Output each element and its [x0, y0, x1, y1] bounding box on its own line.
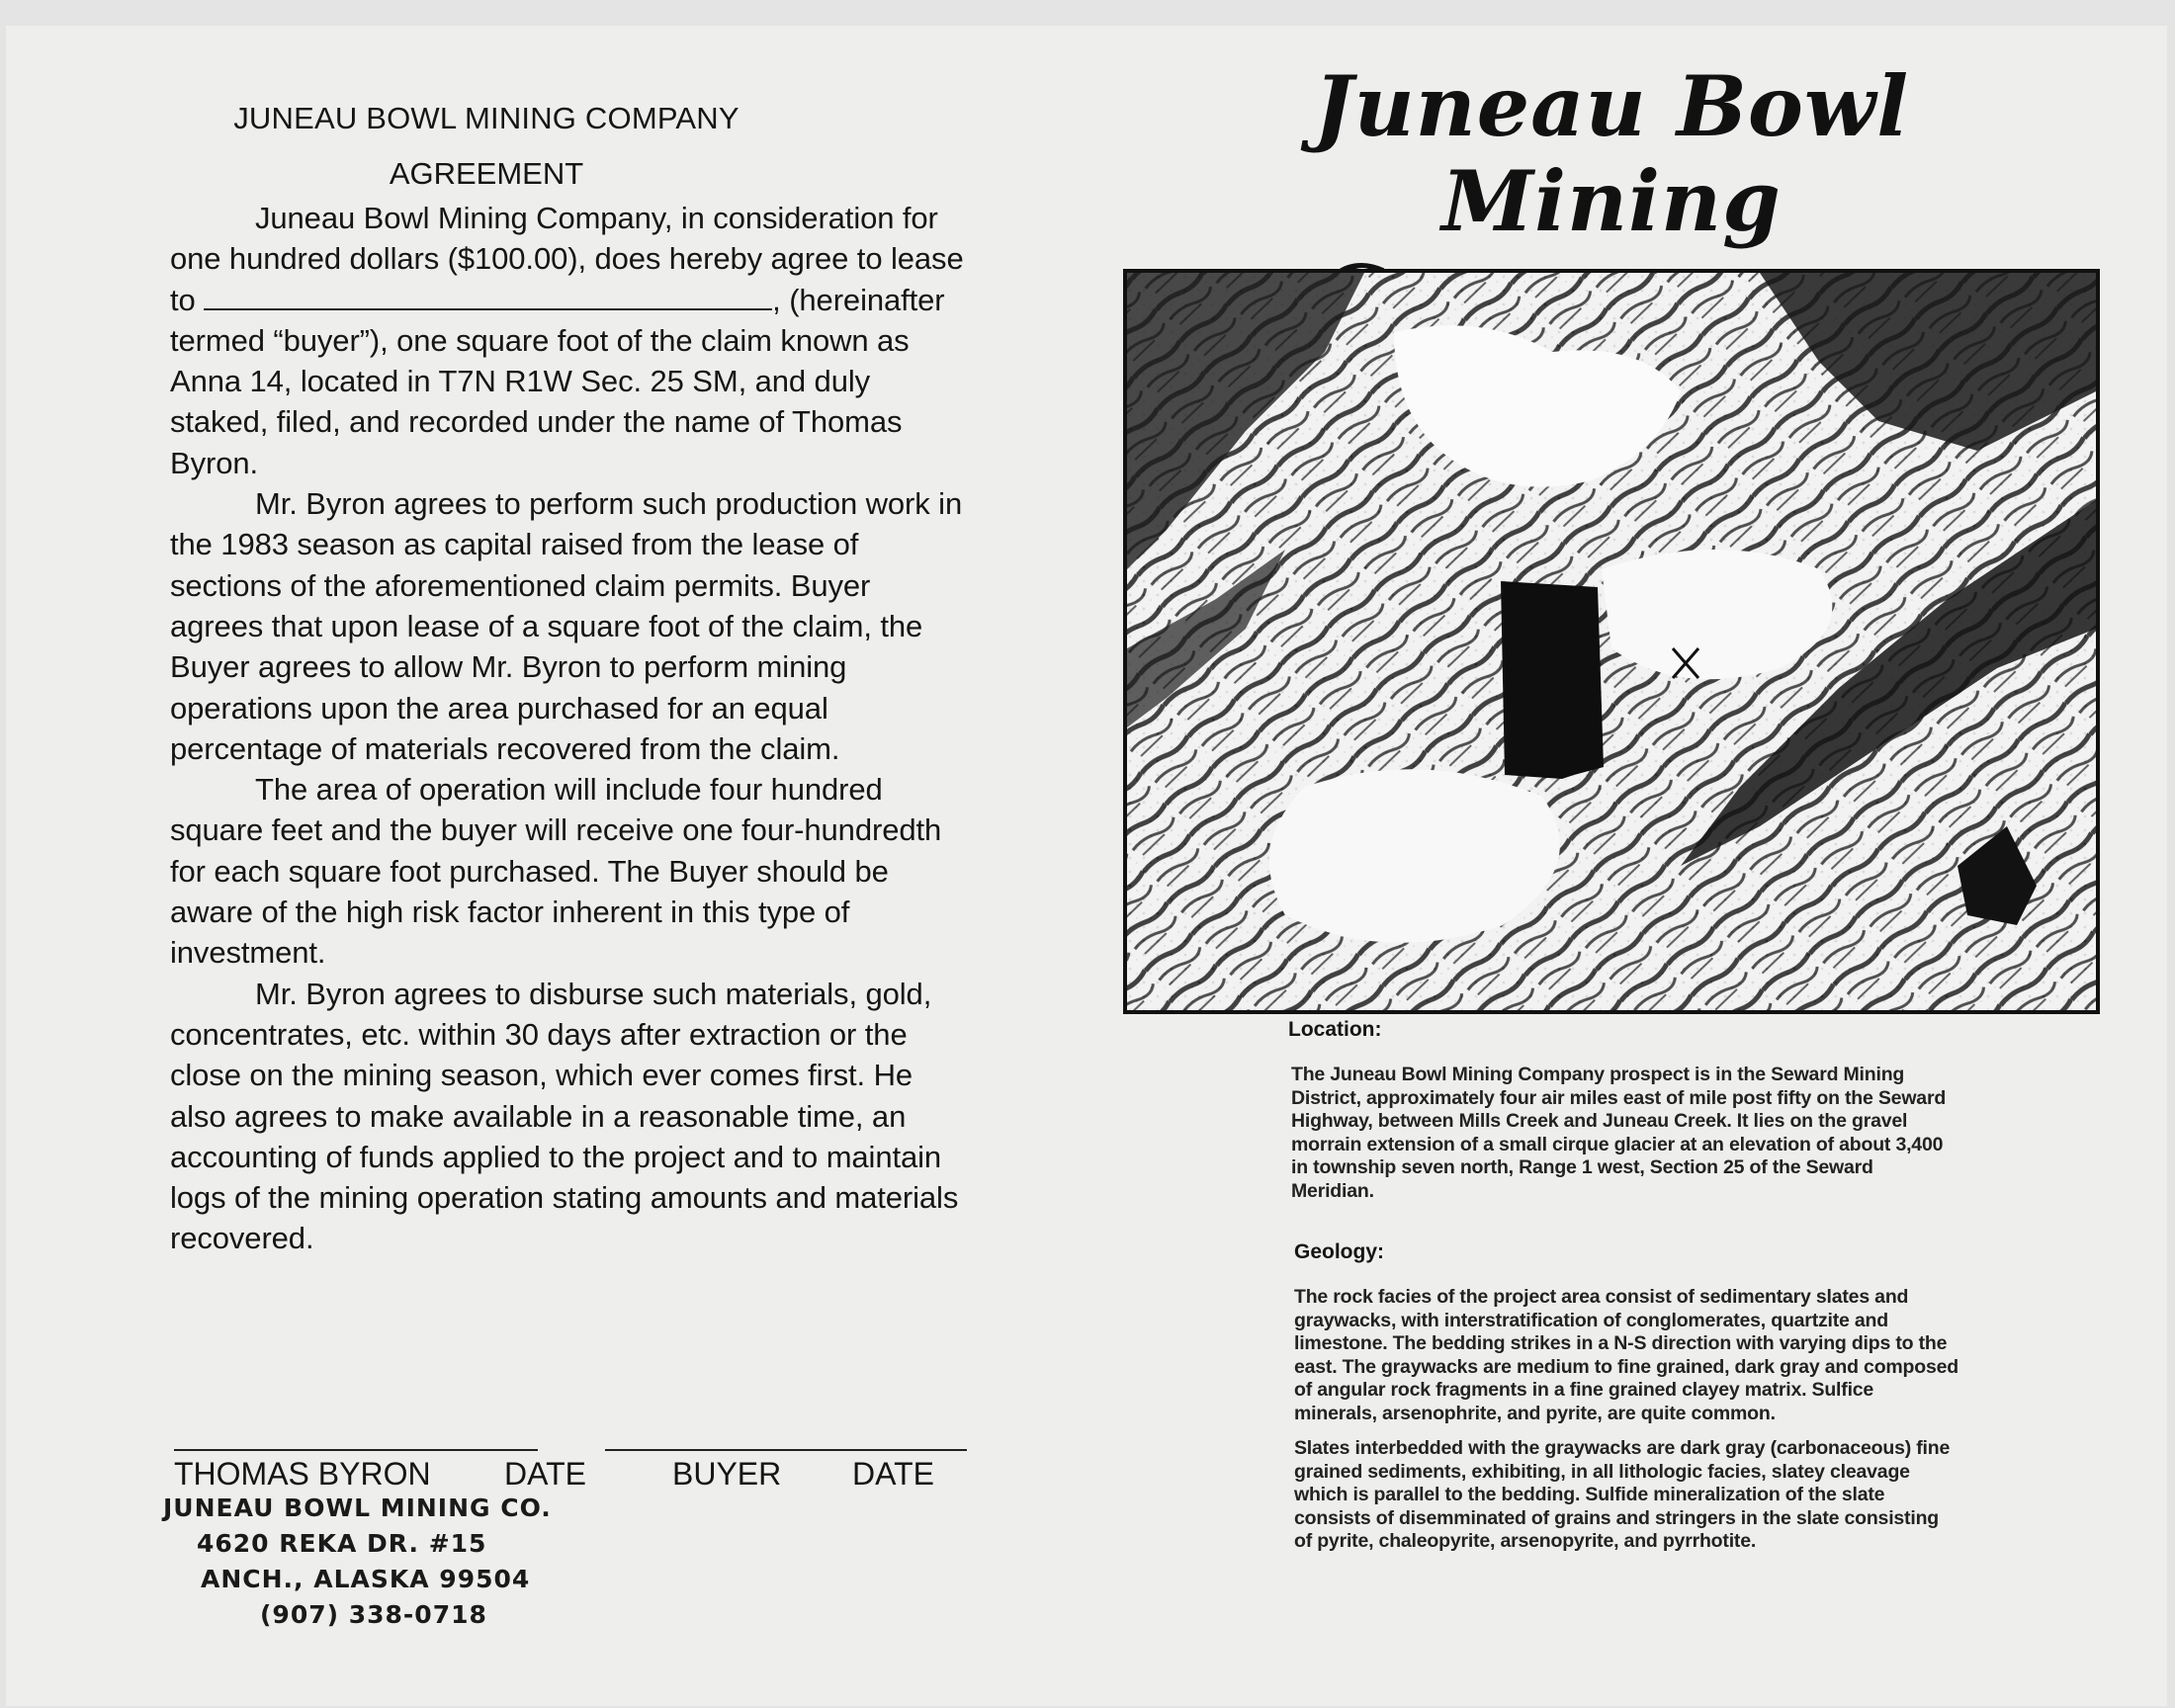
agreement-section: [170, 99, 969, 1259]
geology-heading: Geology:: [1294, 1240, 1385, 1263]
agreement-body: [170, 198, 969, 1259]
agreement-text-1b: , (hereinafter termed “buyer”), one square foot of the claim known as Anna 14, located in T7N R1W Sec. 25 SM, and duly staked, filed, and recorded under the name of Thomas Byron.: [170, 282, 945, 480]
address-stamp: [163, 1491, 552, 1633]
stamp-company: JUNEAU BOWL MINING CO.: [163, 1494, 552, 1522]
logo-line-1: Juneau Bowl Mining: [1313, 57, 1910, 250]
geology-section: [1291, 1240, 1959, 1566]
aerial-photo: [1123, 269, 2100, 1014]
location-body: [1291, 1064, 1959, 1203]
buyer-signature-line[interactable]: [605, 1449, 967, 1451]
stamp-city: ANCH., ALASKA 99504: [201, 1565, 531, 1593]
agreement-paragraph-3: The area of operation will include four hundred square feet and the buyer will receive one four-hundredth for each square foot purchased. The Buyer should be aware of the high risk factor inherent in this type of investment.: [170, 772, 942, 971]
geology-paragraph-1: The rock facies of the project area consist of sedimentary slates and graywacks, with interstratification of conglomerates, quartzite and limestone. The bedding strikes in a N-S direction with varying dips to the east. The graywacks are medium to fine grained, dark gray and composed of angular rock fragments in a fine grained clayey matrix. Sulfice minerals, arsenophrite, and pyrite, are quite common.: [1294, 1286, 1958, 1424]
geology-paragraph-2: Slates interbedded with the graywacks are dark gray (carbonaceous) fine grained sediments, exhibiting, in all lithologic facies, slatey cleavage which is parallel to the bedding. Sulfide mineralization of the slate consists of disemminated of grains and stringers in the slate consisting of pyrite, chaleopyrite, arsenopyrite, and pyrrhotite.: [1294, 1437, 1951, 1552]
location-heading: Location:: [1288, 1018, 1382, 1041]
stamp-phone: (907) 338-0718: [260, 1600, 487, 1629]
seller-date-label: DATE: [504, 1456, 586, 1492]
buyer-label: BUYER: [672, 1456, 782, 1492]
location-paragraph: The Juneau Bowl Mining Company prospect is in the Seward Mining District, approximately four air miles east of mile post fifty on the Seward Highway, between Mills Creek and Juneau Creek. It lies on the gravel morrain extension of a small cirque glacier at an elevation of about 3,400 in township seven north, Range 1 west, Section 25 of the Seward Meridian.: [1291, 1064, 1947, 1202]
geology-body: [1294, 1286, 1959, 1554]
agreement-paragraph-2: Mr. Byron agrees to perform such production work in the 1983 season as capital raised from the lease of sections of the aforementioned claim permits. Buyer agrees that upon lease of a square foot of the claim, the Buyer agrees to allow Mr. Byron to perform mining operations upon the area purchased for an equal percentage of materials recovered from the claim.: [170, 486, 963, 766]
agreement-text-1a: Juneau Bowl Mining Company, in consideration for one hundred dollars ($100.00), does hereby agree to lease to: [170, 201, 964, 317]
company-heading: JUNEAU BOWL MINING COMPANY: [233, 101, 740, 135]
stamp-street: 4620 REKA DR. #15: [197, 1529, 487, 1558]
agreement-heading: AGREEMENT: [389, 156, 584, 191]
agreement-paragraph-1: [170, 198, 969, 483]
agreement-paragraph-4: Mr. Byron agrees to disburse such materials, gold, concentrates, etc. within 30 days after extraction or the close on the mining season, which ever comes first. He also agrees to make available in a reasonable time, an accounting of funds applied to the project and to maintain logs of the mining operation stating amounts and materials recovered.: [170, 976, 959, 1256]
buyer-name-blank[interactable]: [204, 281, 772, 310]
aerial-photo-image: [1127, 273, 2096, 1010]
seller-label: THOMAS BYRON: [174, 1456, 431, 1492]
location-section: [1288, 1018, 1959, 1215]
buyer-date-label: DATE: [852, 1456, 934, 1492]
seller-signature-line[interactable]: [174, 1449, 538, 1451]
